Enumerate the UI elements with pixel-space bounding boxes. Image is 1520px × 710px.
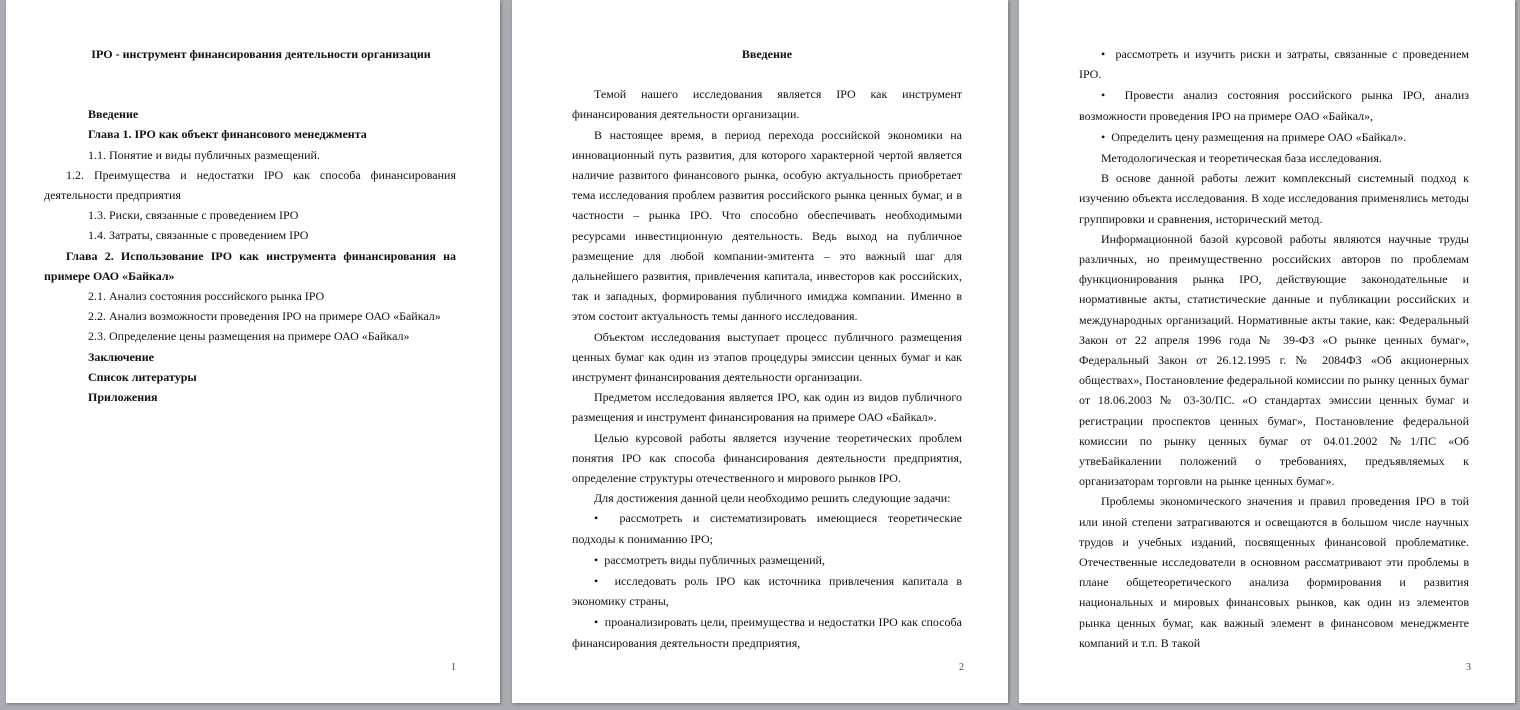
document-page-2: [512, 0, 1008, 703]
paragraph: Объектом исследования выступает процесс публичного размещения ценных бумаг как один из этапов процедуры эмиссии ценных бумаг и как инструмент финансирования деятельности организации.: [572, 329, 962, 385]
bullet-item: • Определить цену размещения на примере ОАО «Байкал».: [1079, 127, 1469, 148]
toc-entry: 2.2. Анализ возможности проведения IPO на примере ОАО «Байкал»: [88, 309, 441, 324]
document-page-1: [6, 0, 500, 703]
toc-entry: 2.3. Определение цены размещения на примере ОАО «Байкал»: [88, 329, 410, 344]
page-2-content: [572, 44, 962, 654]
toc-entry: Глава 1. IPO как объект финансового менеджмента: [88, 127, 367, 142]
toc-entry: 1.2. Преимущества и недостатки IPO как способа финансирования деятельности предприятия: [44, 167, 456, 203]
paragraph: Для достижения данной цели необходимо решить следующие задачи:: [594, 491, 951, 506]
toc-entry: 2.1. Анализ состояния российского рынка IPO: [88, 289, 325, 304]
paragraph: Целью курсовой работы является изучение теоретических проблем понятия IPO как способа финансирования деятельности предприятия, определение структуры отечественного и мирового рынков IPO.: [572, 430, 962, 486]
document-page-3: [1019, 0, 1515, 703]
bullet-item: • проанализировать цели, преимущества и недостатки IPO как способа финансирования деятельности предприятия,: [572, 612, 962, 653]
paragraph: В основе данной работы лежит комплексный системный подход к изучению объекта исследования. В ходе исследования применялись методы группировки и сравнения, исторический метод.: [1079, 171, 1469, 226]
section-title: Введение: [741, 47, 793, 61]
page-number: 1: [451, 662, 456, 673]
page-1-content: [44, 44, 456, 407]
page-number: 2: [959, 662, 964, 673]
bullet-item: • исследовать роль IPO как источника привлечения капитала в экономику страны,: [572, 571, 962, 612]
paragraph: Проблемы экономического значения и правил проведения IPO в той или иной степени затрагиваются и освещаются в большом числе научных трудов и учебных изданий, посвященных финансовой проблематике. Отечественные исследователи в основном рассматривают эти проблемы в плане общетеоретического анализа формирования и развития национальных и мировых финансовых рынков, как один из элементов рынка ценных бумаг, как важный элемент в финансовом менеджменте компаний и т.п. В такой: [1079, 494, 1469, 650]
document-title: IPO - инструмент финансирования деятельности организации: [91, 47, 431, 61]
paragraph: В настоящее время, в период перехода российской экономики на инновационный путь развития, для которого характерной чертой является наличие развитого финансового рынка, особую актуальность приобретает тема исследования проблем развития российского рынка ценных бумаг, и в частности – рынка IPO. Что способно обеспечивать необходимыми ресурсами инвестиционную деятельность. Ведь выход на публичное размещение для любой компании-эмитента – это важный шаг для дальнейшего развития, привлечения капитала, инвесторов как российских, так и западных, формирования публичного имиджа компании. Именно в этом состоит актуальность темы данного исследования.: [572, 127, 962, 324]
toc-entry: Приложения: [88, 390, 158, 405]
toc-entry: Введение: [88, 107, 139, 122]
paragraph: Темой нашего исследования является IPO как инструмент финансирования деятельности организации.: [572, 87, 962, 122]
toc-entry: 1.4. Затраты, связанные с проведением IPO: [88, 228, 309, 243]
bullet-item: • рассмотреть и систематизировать имеющиеся теоретические подходы к пониманию IPO;: [572, 508, 962, 549]
paragraph: Информационной базой курсовой работы являются научные труды различных, но преимущественно российских авторов по проблемам функционирования рынка IPO, действующие законодательные и нормативные акты, статистические данные и публикации российских и международных организаций. Нормативные акты такие, как: Федеральный Закон от 22 апреля 1996 года № 39-ФЗ «О рынке ценных бумаг», Федеральный Закон от 26.12.1995 г. № 2084ФЗ «Об акционерных обществах», Постановление федеральной комиссии по рынку ценных бумаг от 18.06.2003 № 03-30/ПС. «О стандартах эмиссии ценных бумаг и регистрации проспектов ценных бумаг», Постановление федеральной комиссии по рынку ценных бумаг от 04.01.2002 №1/ПС «Об утвеБайкалении положений о требованиях, предъявляемых к организаторам торговли на рынке ценных бумаг».: [1079, 231, 1469, 489]
bullet-item: • рассмотреть и изучить риски и затраты, связанные с проведением IPO.: [1079, 44, 1469, 85]
bullet-item: • рассмотреть виды публичных размещений,: [572, 550, 962, 571]
paragraph: Методологическая и теоретическая база исследования.: [1101, 151, 1382, 166]
toc-entry: Глава 2. Использование IPO как инструмента финансирования на примере ОАО «Байкал»: [44, 248, 456, 283]
paragraph: Предметом исследования является IPO, как один из видов публичного размещения и инструмент финансирования на примере ОАО «Байкал».: [572, 390, 962, 425]
toc-entry: Список литературы: [88, 369, 197, 384]
toc-entry: 1.3. Риски, связанные с проведением IPO: [88, 208, 299, 223]
toc-entry: Заключение: [88, 349, 154, 364]
bullet-item: • Провести анализ состояния российского рынка IPO, анализ возможности проведения IPO на примере ОАО «Байкал»,: [1079, 85, 1469, 126]
page-3-content: [1079, 44, 1469, 653]
page-number: 3: [1466, 662, 1471, 673]
toc-entry: 1.1. Понятие и виды публичных размещений.: [88, 147, 320, 162]
